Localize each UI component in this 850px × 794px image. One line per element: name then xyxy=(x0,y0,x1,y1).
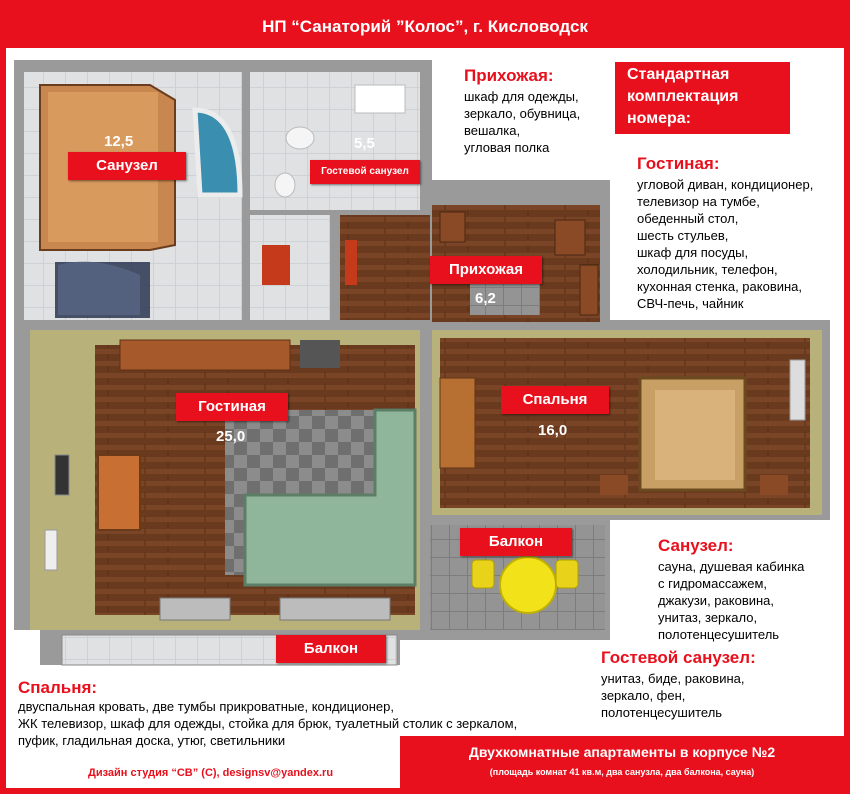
living-desc-line: холодильник, телефон, xyxy=(637,262,778,277)
bedroom-desc-line: ЖК телевизор, шкаф для одежды, стойка для брюк, туалетный столик с зеркалом, xyxy=(18,716,518,731)
bedroom-label: Спальня xyxy=(501,386,609,414)
balcony-right-label: Балкон xyxy=(460,528,572,556)
bath-label: Санузел xyxy=(68,152,186,180)
living-desc-title: Гостиная: xyxy=(637,154,720,173)
living-desc-line: шкаф для посуды, xyxy=(637,245,749,260)
living-desc-line: обеденный стол, xyxy=(637,211,739,226)
standard-line: комплектация xyxy=(627,88,739,105)
bath-desc-line: унитаз, зеркало, xyxy=(658,610,758,625)
bedroom-desc-title: Спальня: xyxy=(18,678,98,697)
living-label: Гостиная xyxy=(176,393,288,421)
standard-line: Стандартная xyxy=(627,66,730,83)
hall-desc-line: шкаф для одежды, xyxy=(464,89,579,104)
standard-line: номера: xyxy=(627,110,691,127)
hall-desc-line: зеркало, обувница, xyxy=(464,106,581,121)
standard-box xyxy=(615,62,790,134)
living-desc-line: кухонная стенка, раковина, xyxy=(637,279,803,294)
hall-desc-line: вешалка, xyxy=(464,123,521,138)
footer-title: Двухкомнатные апартаменты в корпусе №2 xyxy=(468,744,776,760)
guest-bath-desc-line: унитаз, биде, раковина, xyxy=(601,671,745,686)
bath-desc-line: джакузи, раковина, xyxy=(658,593,775,608)
hall-desc-title: Прихожая: xyxy=(464,66,554,85)
designer-credit: Дизайн студия “СВ” (С), designsv@yandex.ru xyxy=(88,767,334,779)
bedroom-desc-line: пуфик, гладильная доска, утюг, светильники xyxy=(18,733,286,748)
bath-desc-title: Санузел: xyxy=(658,536,734,555)
guest-bath-desc-line: зеркало, фен, xyxy=(601,688,686,703)
balcony-bottom-label: Балкон xyxy=(276,635,386,663)
footer-subtitle: (площадь комнат 41 кв.м, два санузла, два балкона, сауна) xyxy=(489,767,755,777)
bath-desc-line: полотенцесушитель xyxy=(658,627,780,642)
footer-box xyxy=(400,736,844,788)
guest-bath-desc-title: Гостевой санузел: xyxy=(601,648,756,667)
bath-area: 12,5 xyxy=(104,133,134,150)
bath-desc-line: с гидромассажем, xyxy=(658,576,768,591)
bath-desc-line: сауна, душевая кабинка xyxy=(658,559,805,574)
living-desc-line: телевизор на тумбе, xyxy=(637,194,760,209)
bedroom-desc-line: двуспальная кровать, две тумбы прикроватные, кондиционер, xyxy=(18,699,394,714)
page-title: НП “Санаторий ”Колос”, г. Кисловодск xyxy=(262,17,588,36)
guest-bath-desc-line: полотенцесушитель xyxy=(601,705,723,720)
hall-label: Прихожая xyxy=(430,256,542,284)
living-area: 25,0 xyxy=(216,428,246,445)
living-desc-line: шесть стульев, xyxy=(637,228,729,243)
living-desc-line: СВЧ-печь, чайник xyxy=(637,296,744,311)
guest-bath-label: Гостевой санузел xyxy=(310,160,420,184)
hall-area: 6,2 xyxy=(475,290,496,307)
living-desc-line: угловой диван, кондиционер, xyxy=(637,177,814,192)
hall-desc-line: угловая полка xyxy=(464,140,550,155)
bedroom-area: 16,0 xyxy=(538,422,568,439)
guest-bath-area: 5,5 xyxy=(354,135,375,152)
